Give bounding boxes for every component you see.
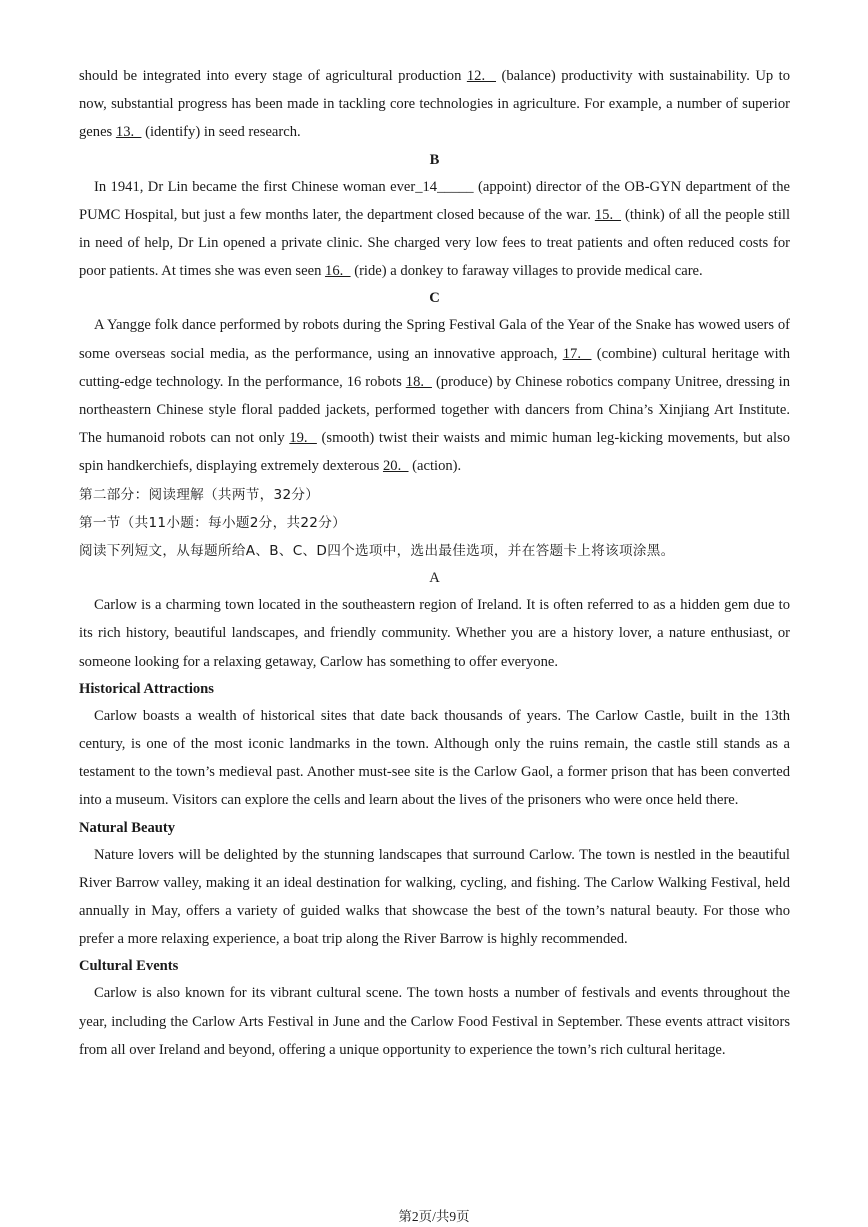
part2-title: 第二部分：阅读理解（共两节，32分） bbox=[79, 486, 320, 503]
reading-instructions: 阅读下列短文，从每题所给A、B、C、D四个选项中，选出最佳选项，并在答题卡上将该项涂黑。 bbox=[79, 543, 675, 560]
cloze-continued-paragraph bbox=[79, 62, 790, 147]
passage-a-intro: Carlow is a charming town located in the southeastern region of Ireland. It is often referred to as a hidden gem due to its rich history, beautiful landscapes, and friendly community. Whether you are a history lover, a nature enthusiast, or someone looking for a relaxing getaway, Carlow has something to offer everyone. bbox=[79, 597, 790, 670]
blank-20: 20. bbox=[382, 458, 409, 475]
section-c-heading: C bbox=[429, 290, 440, 307]
section-c-paragraph bbox=[79, 311, 790, 480]
blank-16: 16. bbox=[325, 263, 351, 280]
text: (produce) by Chinese robotics company Unitree, dressing in northeastern Chinese style floral padded jackets, performed together with dancers from China’s Xinjiang Art Institute. The humanoid robots can not only bbox=[79, 373, 791, 447]
heading-cultural-events: Cultural Events bbox=[79, 958, 179, 975]
paragraph-historical-attractions: Carlow boasts a wealth of historical sites that date back thousands of years. The Carlow Castle, built in the 13th century, is one of the most iconic landmarks in the town. Although only the ruins remain, the castle still stands as a testament to the town’s medieval past. Another must-see site is the Carlow Gaol, a former prison that has been converted into a museum. Visitors can explore the cells and learn about the lives of the prisoners who were once held there. bbox=[79, 707, 790, 809]
text: (balance) productivity with sustainability. Up to now, substantial progress has been made in tackling core technologies in agriculture. For example, a number of superior genes bbox=[79, 68, 791, 141]
text: (identify) in seed research. bbox=[141, 124, 301, 141]
passage-a-heading: A bbox=[429, 570, 440, 587]
paragraph-cultural-events: Carlow is also known for its vibrant cultural scene. The town hosts a number of festivals and events throughout the year, including the Carlow Arts Festival in June and the Carlow Food Festival in September. These events attract visitors from all over Ireland and beyond, offering a unique opportunity to experience the town’s rich cultural heritage. bbox=[79, 985, 790, 1058]
blank-17: 17. bbox=[562, 345, 592, 362]
blank-15: 15. bbox=[594, 206, 622, 223]
text: (combine) cultural heritage with cutting-edge technology. In the performance, 16 robots bbox=[79, 345, 790, 390]
text: (think) of all the people still in need of help, Dr Lin opened a private clinic. She charged very low fees to treat patients and often reduced costs for poor patients. At times she was even seen bbox=[79, 206, 791, 280]
text: A Yangge folk dance performed by robots during the Spring Festival Gala of the Year of the Snake has wowed users of some overseas social media, as the performance, using an innovative approach, bbox=[79, 317, 790, 362]
page-number: 第2页/共9页 bbox=[398, 1209, 470, 1224]
text: (smooth) twist their waists and mimic human leg-kicking movements, but also spin handkerchiefs, displaying extremely dexterous bbox=[79, 430, 790, 475]
text: (action). bbox=[408, 458, 462, 475]
text: should be integrated into every stage of agricultural production bbox=[79, 68, 467, 84]
text: In 1941, Dr Lin became the first Chinese woman ever_14_____ (appoint) director of the OB-GYN department of the PUMC Hospital, but just a few months later, the department closed because of the war. bbox=[79, 178, 790, 223]
text: (ride) a donkey to faraway villages to provide medical care. bbox=[350, 263, 703, 280]
document-page bbox=[79, 62, 790, 1064]
blank-12: 12. bbox=[466, 68, 497, 84]
blank-19: 19. bbox=[289, 430, 317, 447]
section-b-heading: B bbox=[429, 151, 440, 168]
heading-natural-beauty: Natural Beauty bbox=[79, 819, 176, 836]
blank-13: 13. bbox=[115, 124, 142, 141]
paragraph-natural-beauty: Nature lovers will be delighted by the stunning landscapes that surround Carlow. The town is nestled in the beautiful River Barrow valley, making it an ideal destination for walking, cycling, and fishing. The Carlow Walking Festival, held annually in May, offers a variety of guided walks that showcase the best of the town’s natural beauty. For those who prefer a more relaxing experience, a boat trip along the River Barrow is highly recommended. bbox=[79, 846, 790, 948]
blank-18: 18. bbox=[405, 373, 432, 390]
section-b-paragraph bbox=[79, 173, 790, 286]
section1-title: 第一节（共11小题：每小题2分，共22分） bbox=[79, 514, 347, 531]
heading-historical-attractions: Historical Attractions bbox=[79, 680, 214, 697]
